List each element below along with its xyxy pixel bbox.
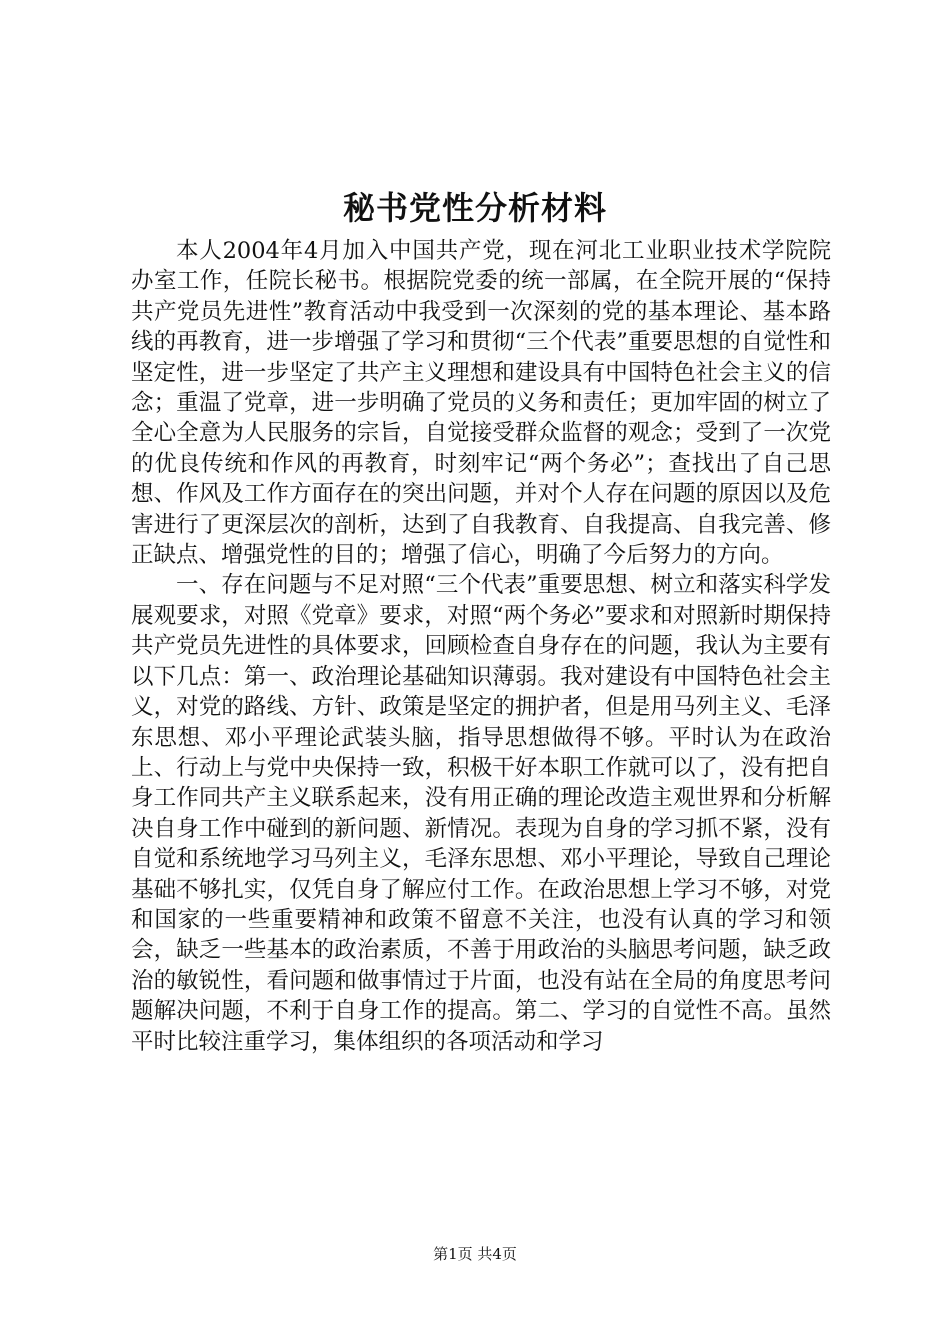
document-body bbox=[131, 236, 831, 1057]
page-footer: 第1页 共4页 bbox=[433, 1245, 517, 1263]
paragraph-intro: 本人2004年4月加入中国共产党，现在河北工业职业技术学院院办室工作，任院长秘书。根据院党委的统一部属，在全院开展的“保持共产党员先进性”教育活动中我受到一次深刻的党的基本理论、基本路线的再教育，进一步增强了学习和贯彻“三个代表”重要思想的自觉性和坚定性，进一步坚定了共产主义理想和建设具有中国特色社会主义的信念；重温了党章，进一步明确了党员的义务和责任；更加牢固的树立了全心全意为人民服务的宗旨，自觉接受群众监督的观念；受到了一次党的优良传统和作风的再教育，时刻牢记“两个务必”；查找出了自己思想、作风及工作方面存在的突出问题，并对个人存在问题的原因以及危害进行了更深层次的剖析，达到了自我教育、自我提高、自我完善、修正缺点、增强党性的目的；增强了信心，明确了今后努力的方向。 bbox=[131, 238, 831, 569]
document-title: 秘书党性分析材料 bbox=[342, 189, 607, 227]
paragraph-problems: 一、存在问题与不足对照“三个代表”重要思想、树立和落实科学发展观要求，对照《党章》要求，对照“两个务必”要求和对照新时期保持共产党员先进性的具体要求，回顾检查自身存在的问题，我认为主要有以下几点：第一、政治理论基础知识薄弱。我对建设有中国特色社会主义，对党的路线、方针、政策是坚定的拥护者，但是用马列主义、毛泽东思想、邓小平理论武装头脑，指导思想做得不够。平时认为在政治上、行动上与党中央保持一致，积极干好本职工作就可以了，没有把自身工作同共产主义联系起来，没有用正确的理论改造主观世界和分析解决自身工作中碰到的新问题、新情况。表现为自身的学习抓不紧，没有自觉和系统地学习马列主义，毛泽东思想、邓小平理论，导致自己理论基础不够扎实，仅凭自身了解应付工作。在政治思想上学习不够，对党和国家的一些重要精神和政策不留意不关注，也没有认真的学习和领会，缺乏一些基本的政治素质，不善于用政治的头脑思考问题，缺乏政治的敏锐性，看问题和做事情过于片面，也没有站在全局的角度思考问题解决问题，不利于自身工作的提高。第二、学习的自觉性不高。虽然平时比较注重学习，集体组织的各项活动和学习 bbox=[131, 572, 831, 1055]
